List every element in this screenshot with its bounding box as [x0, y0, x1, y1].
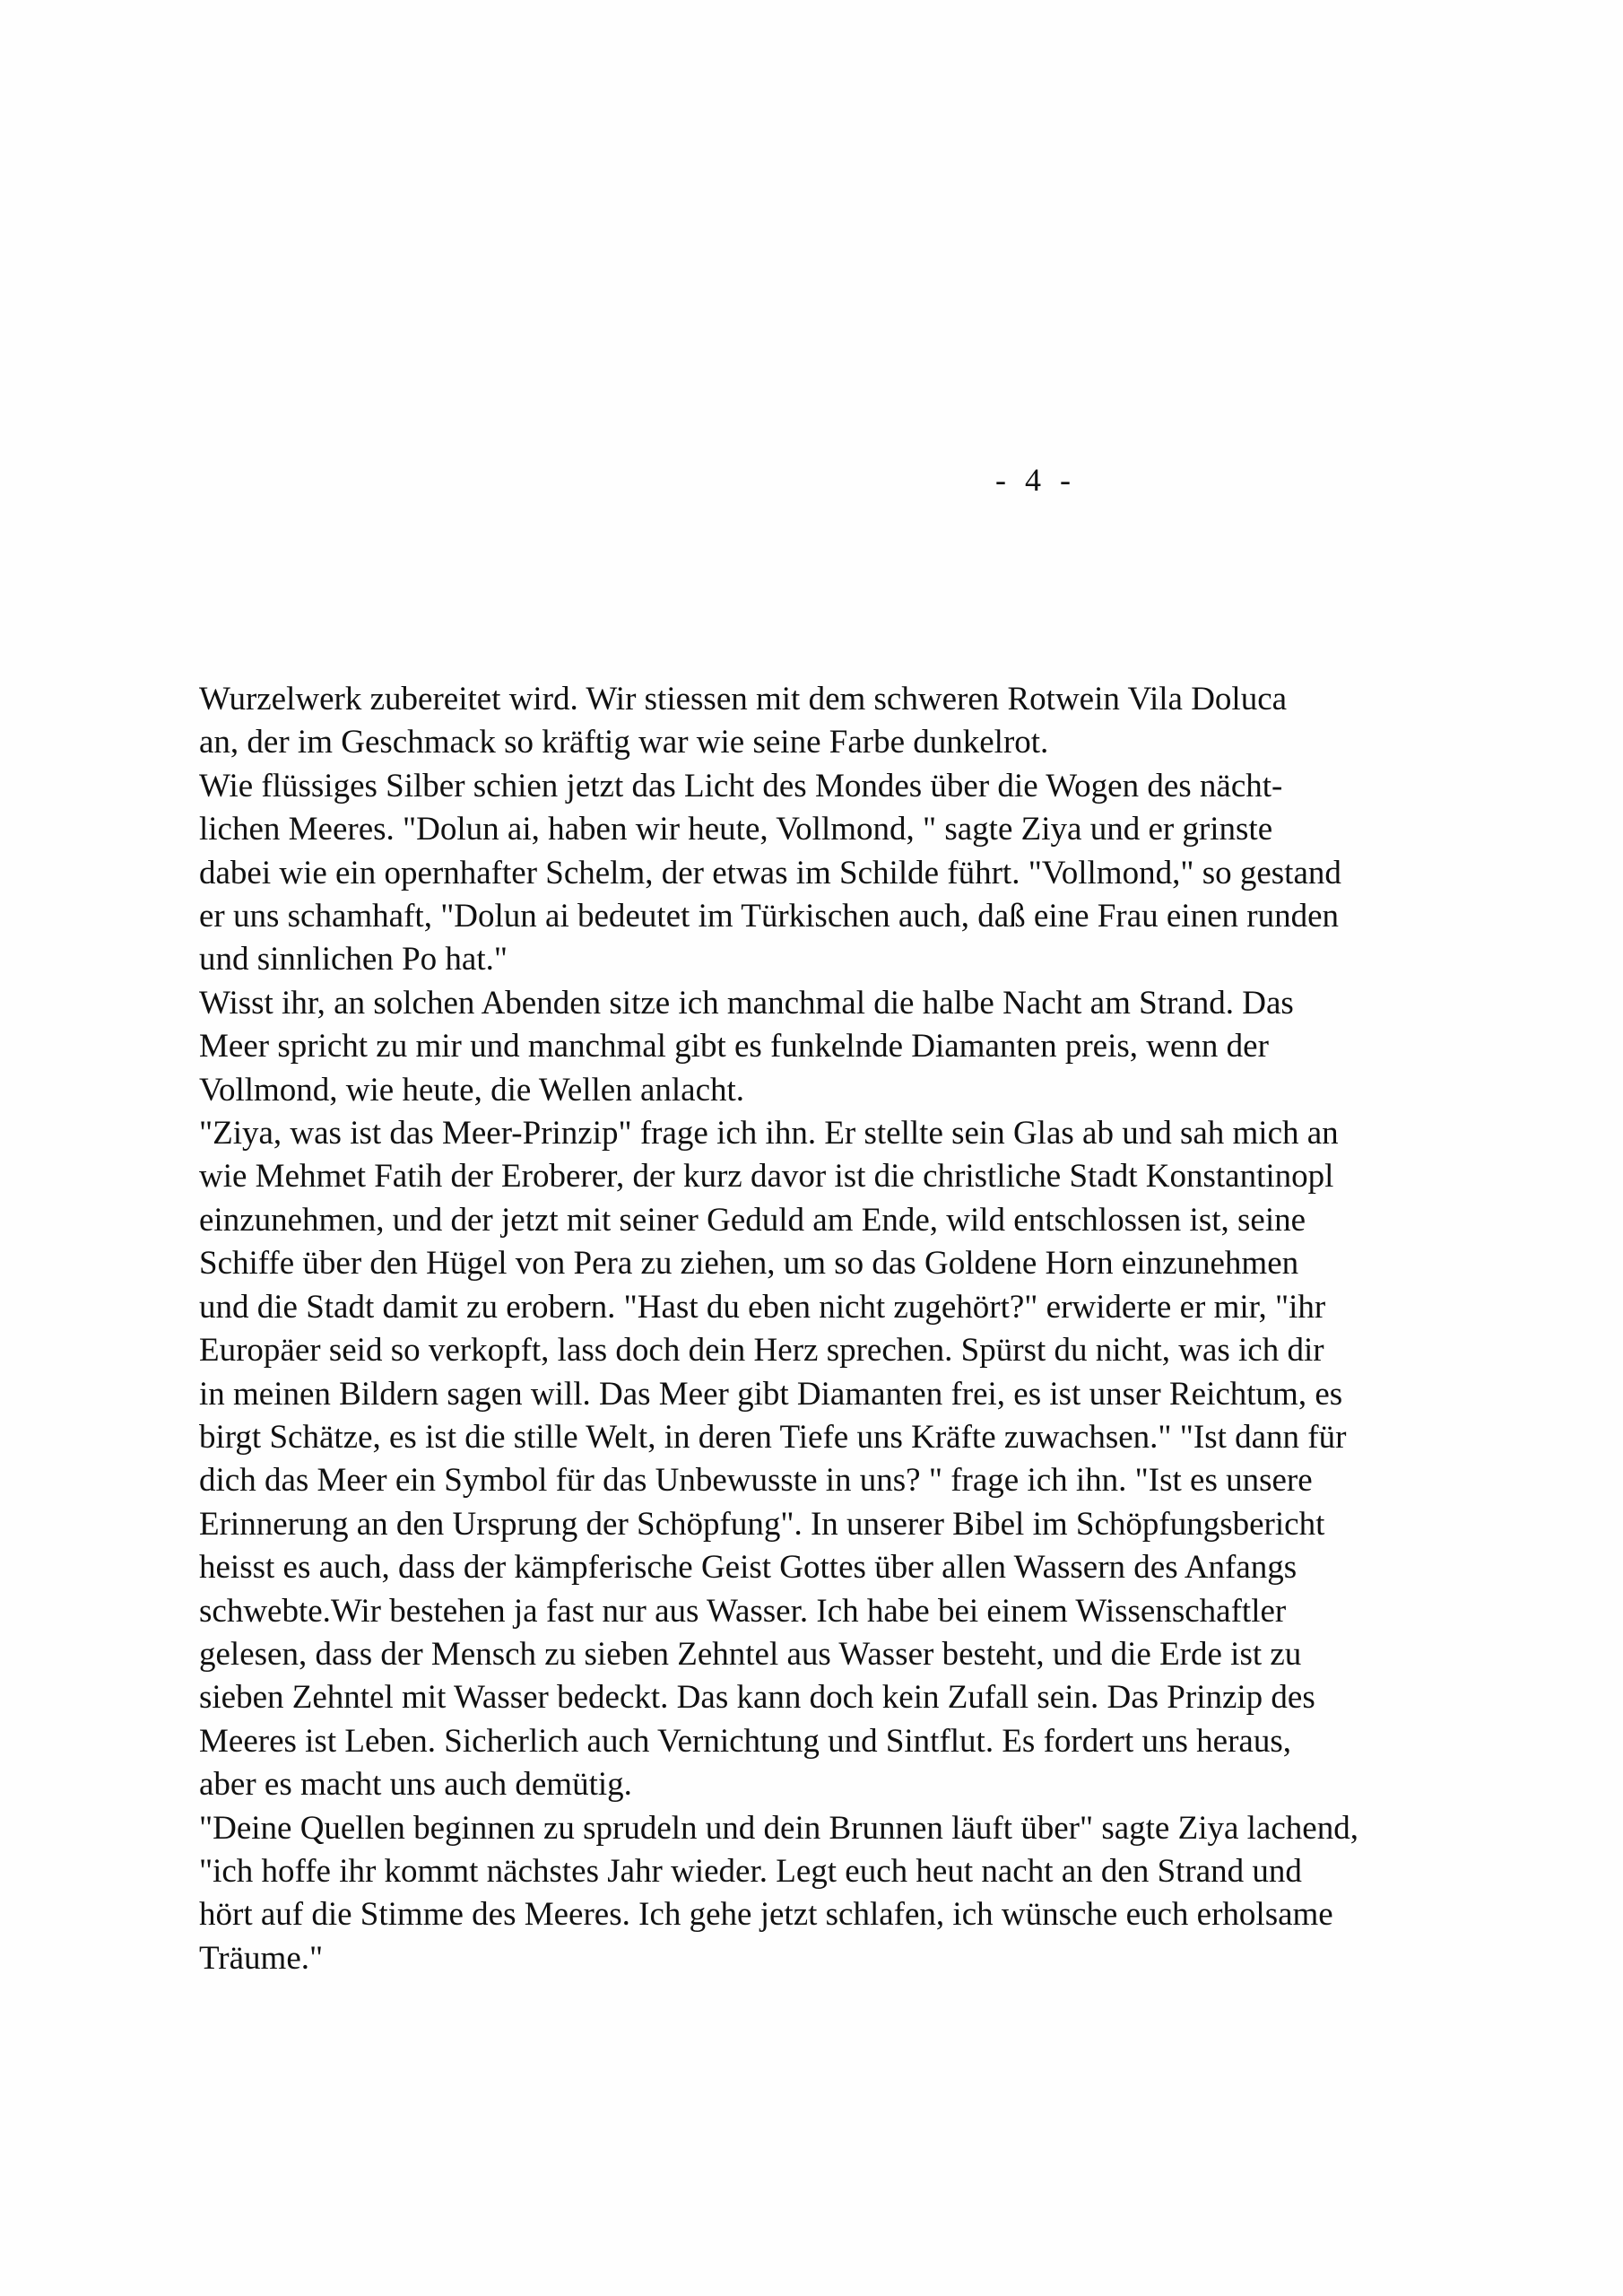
text-line: wie Mehmet Fatih der Eroberer, der kurz davor ist die christliche Stadt Konstantinopl	[199, 1158, 1334, 1196]
text-line: an, der im Geschmack so kräftig war wie seine Farbe dunkelrot.	[199, 724, 1049, 761]
text-line: in meinen Bildern sagen will. Das Meer gibt Diamanten frei, es ist unser Reichtum, es	[199, 1375, 1343, 1413]
text-line: aber es macht uns auch demütig.	[199, 1766, 632, 1804]
text-line: Träume."	[199, 1939, 324, 1977]
text-line: Schiffe über den Hügel von Pera zu ziehen, um so das Goldene Horn einzunehmen	[199, 1245, 1299, 1283]
text-line: Meeres ist Leben. Sicherlich auch Vernichtung und Sintflut. Es fordert uns heraus,	[199, 1722, 1291, 1760]
text-line: "Ziya, was ist das Meer-Prinzip" frage ich ihn. Er stellte sein Glas ab und sah mich an	[199, 1115, 1339, 1152]
text-line: und die Stadt damit zu erobern. "Hast du eben nicht zugehört?" erwiderte er mir, "ihr	[199, 1288, 1326, 1326]
text-line: er uns schamhaft, "Dolun ai bedeutet im Türkischen auch, daß eine Frau einen runden	[199, 898, 1339, 935]
text-line: Wisst ihr, an solchen Abenden sitze ich manchmal die halbe Nacht am Strand. Das	[199, 984, 1294, 1022]
text-line: und sinnlichen Po hat."	[199, 941, 508, 978]
text-line: lichen Meeres. "Dolun ai, haben wir heute, Vollmond, " sagte Ziya und er grinste	[199, 811, 1273, 848]
text-line: einzunehmen, und der jetzt mit seiner Geduld am Ende, wild entschlossen ist, seine	[199, 1201, 1306, 1239]
text-line: schwebte.Wir bestehen ja fast nur aus Wasser. Ich habe bei einem Wissenschaftler	[199, 1592, 1287, 1630]
text-line: "Deine Quellen beginnen zu sprudeln und dein Brunnen läuft über" sagte Ziya lachend,	[199, 1809, 1358, 1847]
body-text	[199, 678, 1535, 1980]
text-line: Europäer seid so verkopft, lass doch dein Herz sprechen. Spürst du nicht, was ich dir	[199, 1332, 1324, 1370]
page-number: - 4 -	[995, 462, 1076, 498]
text-line: Wie flüssiges Silber schien jetzt das Licht des Mondes über die Wogen des nächt-	[199, 767, 1283, 804]
text-line: sieben Zehntel mit Wasser bedeckt. Das kann doch kein Zufall sein. Das Prinzip des	[199, 1679, 1315, 1717]
text-line: "ich hoffe ihr kommt nächstes Jahr wieder. Legt euch heut nacht an den Strand und	[199, 1852, 1302, 1890]
text-line: dabei wie ein opernhafter Schelm, der etwas im Schilde führt. "Vollmond," so gestand	[199, 854, 1341, 891]
text-line: hört auf die Stimme des Meeres. Ich gehe jetzt schlafen, ich wünsche euch erholsame	[199, 1896, 1333, 1934]
text-line: Erinnerung an den Ursprung der Schöpfung". In unserer Bibel im Schöpfungsbericht	[199, 1505, 1325, 1543]
text-line: Wurzelwerk zubereitet wird. Wir stiessen mit dem schweren Rotwein Vila Doluca	[199, 681, 1288, 718]
text-line: heisst es auch, dass der kämpferische Geist Gottes über allen Wassern des Anfangs	[199, 1549, 1298, 1587]
text-line: dich das Meer ein Symbol für das Unbewusste in uns? " frage ich ihn. "Ist es unsere	[199, 1462, 1313, 1500]
text-line: Meer spricht zu mir und manchmal gibt es funkelnde Diamanten preis, wenn der	[199, 1028, 1269, 1065]
text-line: birgt Schätze, es ist die stille Welt, in deren Tiefe uns Kräfte zuwachsen." "Ist dann für	[199, 1418, 1347, 1456]
text-line: gelesen, dass der Mensch zu sieben Zehntel aus Wasser besteht, und die Erde ist zu	[199, 1635, 1302, 1673]
text-line: Vollmond, wie heute, die Wellen anlacht.	[199, 1071, 745, 1109]
